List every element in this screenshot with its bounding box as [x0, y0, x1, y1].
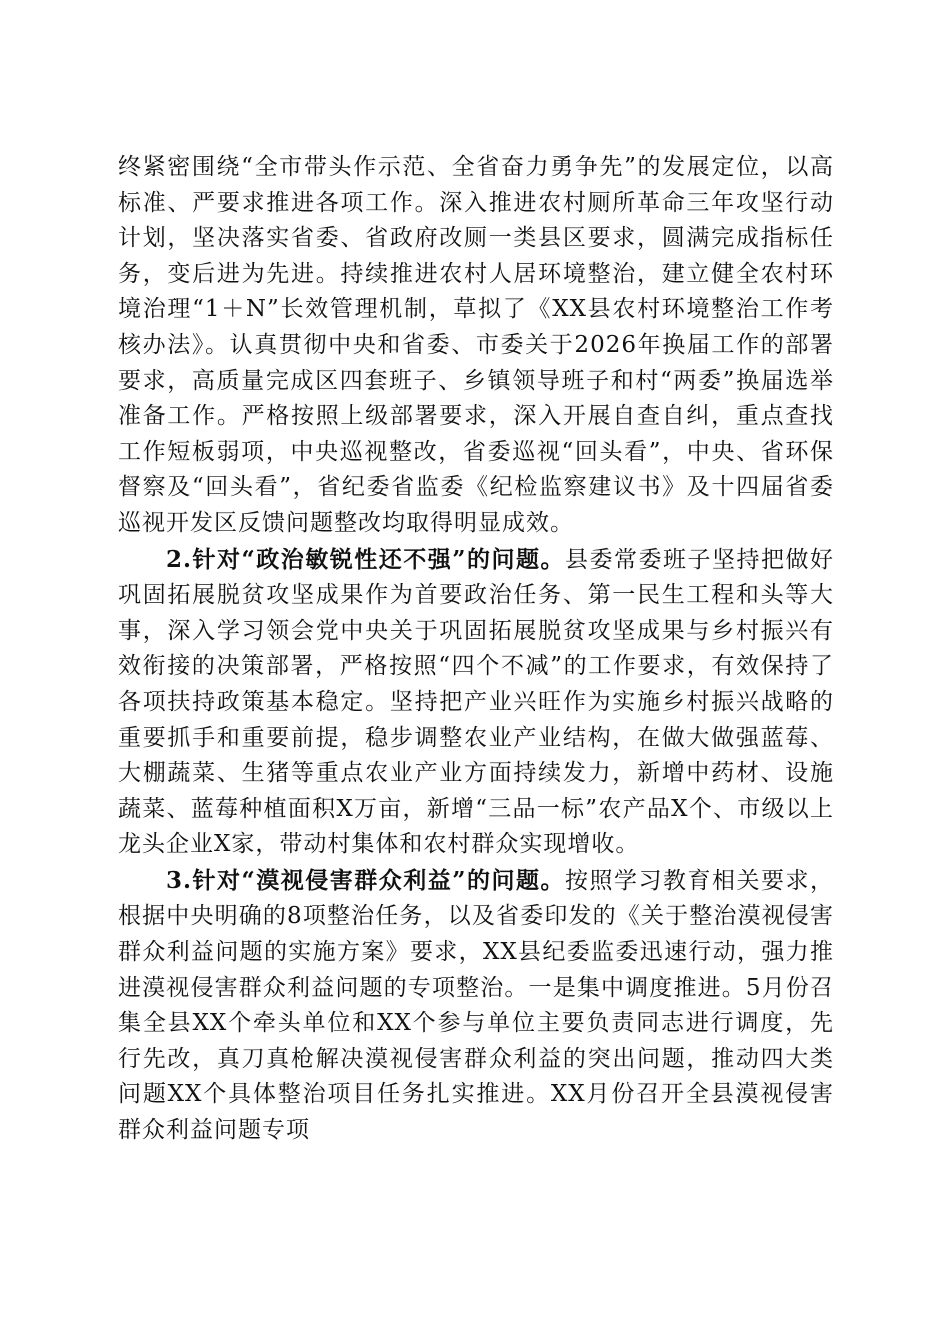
- paragraph-3-text: 按照学习教育相关要求，根据中央明确的8项整治任务，以及省委印发的《关于整治漠视侵害群众利益问题的实施方案》要求，XX县纪委监委迅速行动，强力推进漠视侵害群众利益问题的专项整治。一是集中调度推进。5月份召集全县XX个牵头单位和XX个参与单位主要负责同志进行调度，先行先改，真刀真枪解决漠视侵害群众利益的突出问题，推动四大类问题XX个具体整治项目任务扎实推进。XX月份召开全县漠视侵害群众利益问题专项: [118, 867, 834, 1144]
- paragraph-3-heading: 3.针对“漠视侵害群众利益”的问题。: [166, 866, 565, 894]
- document-page: [118, 150, 834, 1149]
- paragraph-2: [118, 542, 834, 863]
- paragraph-1-text: 终紧密围绕“全市带头作示范、全省奋力勇争先”的发展定位，以高标准、严要求推进各项工作。深入推进农村厕所革命三年攻坚行动计划，坚决落实省委、省政府改厕一类县区要求，圆满完成指标任务，变后进为先进。持续推进农村人居环境整治，建立健全农村环境治理“1＋N”长效管理机制，草拟了《XX县农村环境整治工作考核办法》。认真贯彻中央和省委、市委关于2026年换届工作的部署要求，高质量完成区四套班子、乡镇领导班子和村“两委”换届选举准备工作。严格按照上级部署要求，深入开展自查自纠，重点查找工作短板弱项，中央巡视整改，省委巡视“回头看”，中央、省环保督察及“回头看”，省纪委省监委《纪检监察建议书》及十四届省委巡视开发区反馈问题整改均取得明显成效。: [118, 154, 834, 536]
- paragraph-3: [118, 863, 834, 1149]
- paragraph-1: [118, 150, 834, 542]
- paragraph-2-text: 县委常委班子坚持把做好巩固拓展脱贫攻坚成果作为首要政治任务、第一民生工程和头等大事，深入学习领会党中央关于巩固拓展脱贫攻坚成果与乡村振兴有效衔接的决策部署，严格按照“四个不减”的工作要求，有效保持了各项扶持政策基本稳定。坚持把产业兴旺作为实施乡村振兴战略的重要抓手和重要前提，稳步调整农业产业结构，在做大做强蓝莓、大棚蔬菜、生猪等重点农业产业方面持续发力，新增中药材、设施蔬菜、蓝莓种植面积X万亩，新增“三品一标”农产品X个、市级以上龙头企业X家，带动村集体和农村群众实现增收。: [118, 546, 834, 858]
- paragraph-2-heading: 2.针对“政治敏锐性还不强”的问题。: [166, 545, 565, 573]
